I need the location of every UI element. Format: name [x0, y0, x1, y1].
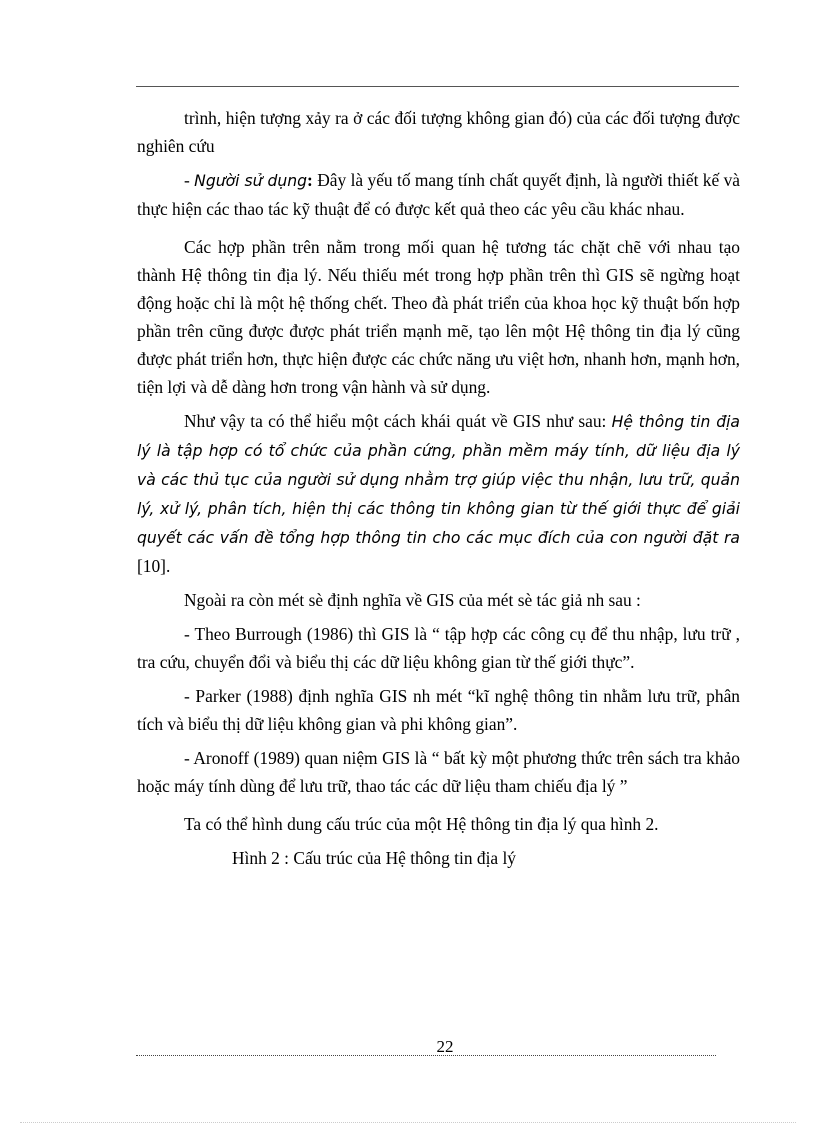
term-user: Người sử dụng	[194, 172, 308, 190]
paragraph-components-relation: Các hợp phần trên nằm trong mối quan hệ tương tác chặt chẽ với nhau tạo thành Hệ thông tin địa lý. Nếu thiếu mét trong hợp phần trên thì GIS sẽ ngừng hoạt động hoặc chỉ là một hệ thống chết. Theo đà phát triển của khoa học kỹ thuật bốn hợp phần trên cũng được được phát triển mạnh mẽ, tạo lên một Hệ thông tin địa lý cũng được phát triển hơn, thực hiện được các chức năng ưu việt hơn, nhanh hơn, mạnh hơn, tiện lợi và dễ dàng hơn trong vận hành và sử dụng.	[137, 237, 740, 397]
paragraph-parker: - Parker (1988) định nghĩa GIS nh mét “kĩ nghệ thông tin nhằm lưu trữ, phân tích và biểu thị dữ liệu không gian và phi không gian”.	[137, 686, 740, 734]
header-rule	[136, 86, 739, 87]
paragraph-lead: Như vậy ta có thể hiểu một cách khái quát về GIS như sau:	[184, 411, 612, 431]
paragraph-other-definitions: Ngoài ra còn mét sè định nghĩa về GIS của mét sè tác giả nh sau :	[184, 590, 641, 610]
gis-definition-italic: Hệ thông tin địa lý là tập hợp có tổ chức của phần cứng, phần mềm máy tính, dữ liệu địa lý và các thủ tục của người sử dụng nhằm trợ giúp việc thu nhận, lưu trữ, quản lý, xử lý, phân tích, hiện thị các thông tin không gian từ thế giới thực để giải quyết các vấn đề tổng hợp thông tin cho các mục đích của con người đặt ra	[137, 413, 740, 547]
paragraph-figure-intro: Ta có thể hình dung cấu trúc của một Hệ thông tin địa lý qua hình 2.	[184, 814, 659, 834]
paragraph-aronoff: - Aronoff (1989) quan niệm GIS là “ bất kỳ một phương thức trên sách tra khảo hoặc máy tính dùng để lưu trữ, thao tác các dữ liệu tham chiếu địa lý ”	[137, 748, 740, 796]
term-colon: :	[307, 170, 318, 190]
paragraph-text: Đây là yếu tố mang tính chất quyết định, là người thiết kế và thực hiện các thao tác kỹ thuật để có được kết quả theo các yêu cầu khác nhau.	[137, 170, 740, 219]
footer-rule	[136, 1055, 716, 1056]
page-number: 22	[436, 1037, 454, 1056]
paragraph-burrough: - Theo Burrough (1986) thì GIS là “ tập hợp các công cụ để thu nhập, lưu trữ , tra cứu, chuyển đổi và biểu thị các dữ liệu không gian từ thế giới thực”.	[137, 624, 740, 672]
paragraph-gis-definition	[137, 407, 740, 580]
paragraph-continuation: trình, hiện tượng xảy ra ở các đối tượng không gian đó) của các đối tượng được nghiên cứu	[137, 108, 740, 156]
dash: -	[184, 170, 195, 190]
paragraph-user-definition	[137, 166, 740, 223]
citation-ref: [10].	[137, 556, 171, 576]
figure-caption: Hình 2 : Cấu trúc của Hệ thông tin địa lý	[232, 848, 516, 868]
page-body	[137, 104, 740, 878]
